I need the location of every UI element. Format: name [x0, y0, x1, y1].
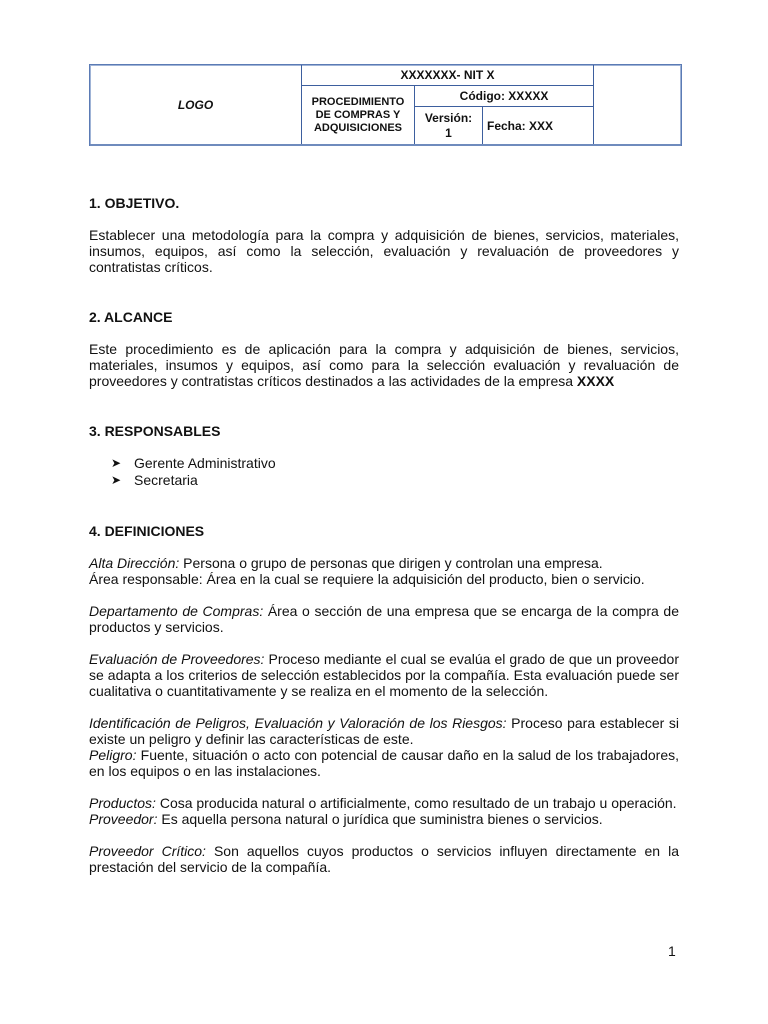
procedure-title: [302, 86, 415, 145]
definition-productos: Productos: Cosa producida natural o artificialmente, como resultado de un trabajo u operación.: [89, 795, 677, 811]
definition-alta-direccion: Alta Dirección: Persona o grupo de personas que dirigen y controlan una empresa.: [89, 555, 603, 571]
logo-placeholder: LOGO: [90, 65, 302, 145]
section-title-responsables: 3. RESPONSABLES: [89, 423, 221, 439]
definition-proveedor: Proveedor: Es aquella persona natural o jurídica que suministra bienes o servicios.: [89, 811, 603, 827]
definition-area-responsable: Área responsable: Área en la cual se requiere la adquisición del producto, bien o servicio.: [89, 571, 645, 587]
list-item: ➤ Secretaria: [111, 472, 198, 488]
section-title-definiciones: 4. DEFINICIONES: [89, 523, 205, 539]
version-label: Versión:: [424, 111, 473, 125]
procedure-title-line3: ADQUISICIONES: [313, 122, 402, 134]
document-date: Fecha: XXX: [483, 107, 594, 145]
definition-identificacion-peligros: Identificación de Peligros, Evaluación y Valoración de los Riesgos: Proceso para establecer si existe un peligro y definir las características de este.: [89, 715, 680, 747]
version-value: 1: [445, 126, 452, 140]
section-title-alcance: 2. ALCANCE: [89, 309, 173, 325]
list-item: ➤ Gerente Administrativo: [111, 455, 276, 471]
definition-evaluacion-proveedores: Evaluación de Proveedores: Proceso mediante el cual se evalúa el grado de que un proveedor se adapta a los criterios de selección establecidos por la compañía. Esta evaluación puede ser cualitativa o cuantitativamente y se realiza en el momento de la selección.: [89, 651, 679, 699]
header-bottom-border: [90, 144, 681, 146]
arrowhead-bullet-icon: ➤: [111, 456, 122, 470]
company-name: XXXXXXX- NIT X: [302, 65, 594, 86]
section-title-objetivo: 1. OBJETIVO.: [89, 195, 180, 211]
procedure-title-line2: DE COMPRAS Y: [315, 109, 401, 121]
blank-cell: [594, 65, 681, 145]
procedure-title-line1: PROCEDIMIENTO: [311, 96, 405, 108]
version-cell: [415, 107, 483, 145]
alcance-text: [89, 341, 679, 389]
arrowhead-bullet-icon: ➤: [111, 473, 122, 487]
definition-departamento-compras: Departamento de Compras: Área o sección de una empresa que se encarga de la compra de productos y servicios.: [89, 603, 679, 635]
responsables-list: [89, 455, 679, 489]
definition-peligro: Peligro: Fuente, situación o acto con potencial de causar daño en la salud de los trabajadores, en los equipos o en las instalaciones.: [89, 747, 679, 779]
document-code: Código: XXXXX: [415, 86, 594, 107]
header-table: [89, 64, 682, 146]
objetivo-text: Establecer una metodología para la compra y adquisición de bienes, servicios, materiales, insumos, equipos, así como la selección, evaluación y revaluación de proveedores y contratistas críticos.: [89, 227, 679, 275]
page-number: 1: [668, 943, 676, 959]
alcance-body: Este procedimiento es de aplicación para la compra y adquisición de bienes, servicios, materiales, insumos y equipos, así como para la selección evaluación y revaluación de proveedores y contratistas críticos destinados a las actividades de la empresa: [89, 341, 679, 389]
definition-proveedor-critico: Proveedor Crítico: Son aquellos cuyos productos o servicios influyen directamente en la prestación del servicio de la compañía.: [89, 843, 679, 875]
alcance-company: XXXX: [576, 373, 615, 389]
document-body: [89, 195, 679, 875]
